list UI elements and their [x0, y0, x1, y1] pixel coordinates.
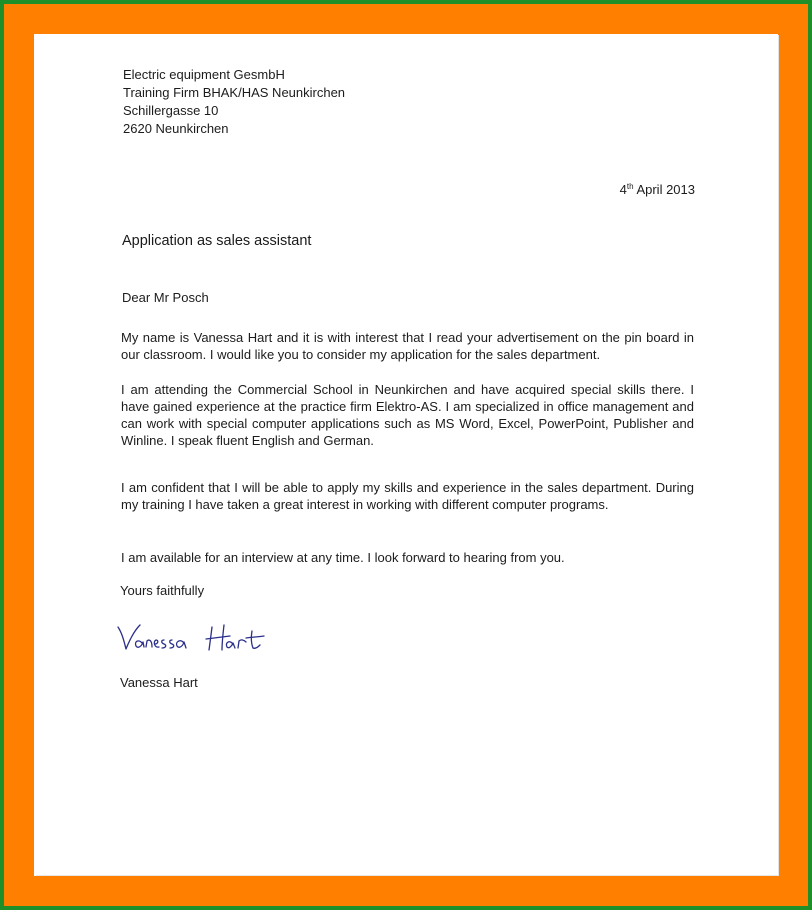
paragraph-skills: I am attending the Commercial School in Neunkirchen and have acquired special skills there. I have gained experience at the practice firm Elektro-AS. I am specialized in office management and can work with special computer applications such as MS Word, Excel, PowerPoint, Publisher and Winline. I speak fluent English and German. [121, 382, 694, 448]
letter-page [34, 34, 778, 876]
sender-street: Schillergasse 10 [123, 103, 219, 118]
sender-city: 2620 Neunkirchen [123, 121, 229, 136]
sender-address-block [123, 66, 345, 138]
handwritten-signature [112, 619, 272, 659]
sender-department: Training Firm BHAK/HAS Neunkirchen [123, 85, 346, 100]
letter-date [620, 181, 695, 199]
paragraph-availability: I am available for an interview at any time. I look forward to hearing from you. [121, 550, 565, 565]
paragraph-intro: My name is Vanessa Hart and it is with interest that I read your advertisement on the pin board in our classroom. I would like you to consider my application for the sales department. [121, 330, 694, 362]
letter-closing: Yours faithfully [120, 583, 205, 598]
date-month-year: April 2013 [633, 182, 695, 197]
letter-salutation: Dear Mr Posch [122, 290, 209, 305]
sender-company: Electric equipment GesmbH [123, 67, 285, 82]
date-suffix: th [626, 182, 634, 191]
paragraph-confidence: I am confident that I will be able to apply my skills and experience in the sales department. During my training I have taken a great interest in working with different computer programs. [121, 480, 694, 512]
letter-subject: Application as sales assistant [122, 233, 312, 249]
signer-name: Vanessa Hart [120, 675, 198, 690]
date-day: 4 [619, 182, 627, 197]
